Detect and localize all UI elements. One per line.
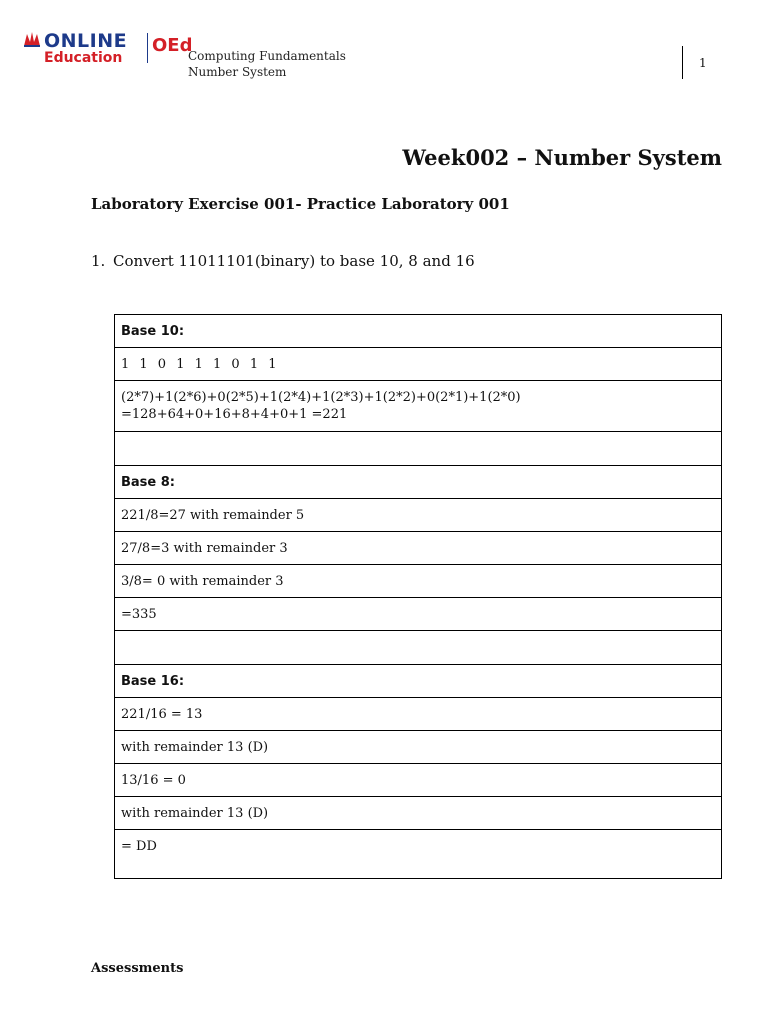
logo-education-text: Education [44, 50, 123, 66]
empty-cell [115, 432, 722, 466]
base8-step-1: 221/8=27 with remainder 5 [115, 499, 722, 532]
base10-expansion: (2*7)+1(2*6)+0(2*5)+1(2*4)+1(2*3)+1(2*2)+0(2*1)+1(2*0) [121, 390, 521, 405]
conversion-table [114, 314, 722, 879]
table-row [115, 532, 722, 565]
empty-cell [115, 631, 722, 665]
table-row-empty [115, 432, 722, 466]
table-row [115, 565, 722, 598]
question-1 [91, 251, 475, 271]
table-row [115, 731, 722, 764]
base16-step-4: with remainder 13 (D) [115, 797, 722, 830]
header-course-name: Computing Fundamentals [188, 49, 346, 63]
table-row [115, 499, 722, 532]
lab-exercise-title: Laboratory Exercise 001- Practice Laboratory 001 [91, 195, 510, 213]
logo-divider [147, 33, 148, 63]
table-row [115, 665, 722, 698]
logo-oed-text: OEd [152, 35, 193, 56]
online-education-logo [22, 30, 193, 68]
base8-step-2: 27/8=3 with remainder 3 [115, 532, 722, 565]
base10-header: Base 10: [115, 315, 722, 348]
table-row [115, 598, 722, 631]
crest-icon [22, 30, 42, 48]
base8-result: =335 [115, 598, 722, 631]
table-row [115, 348, 722, 381]
page-title: Week002 – Number System [402, 145, 722, 170]
base10-working [115, 381, 722, 432]
base16-step-1: 221/16 = 13 [115, 698, 722, 731]
base16-step-3: 13/16 = 0 [115, 764, 722, 797]
table-row-empty [115, 631, 722, 665]
question-text: Convert 11011101(binary) to base 10, 8 and 16 [113, 252, 475, 270]
logo-online-text: ONLINE [44, 30, 128, 52]
page-number: 1 [699, 56, 707, 70]
question-number: 1. [91, 252, 106, 270]
header-divider [682, 46, 683, 79]
base16-step-2: with remainder 13 (D) [115, 731, 722, 764]
table-row [115, 315, 722, 348]
table-row [115, 698, 722, 731]
table-row [115, 797, 722, 830]
binary-digits: 1 1 0 1 1 1 0 1 1 [115, 348, 722, 381]
table-row [115, 764, 722, 797]
base16-header: Base 16: [115, 665, 722, 698]
table-row [115, 466, 722, 499]
base10-sum: =128+64+0+16+8+4+0+1 =221 [121, 407, 348, 422]
assessments-heading: Assessments [91, 961, 184, 976]
header-topic-name: Number System [188, 65, 287, 79]
table-row [115, 381, 722, 432]
base16-result: = DD [115, 830, 722, 879]
table-row [115, 830, 722, 879]
base8-step-3: 3/8= 0 with remainder 3 [115, 565, 722, 598]
base8-header: Base 8: [115, 466, 722, 499]
